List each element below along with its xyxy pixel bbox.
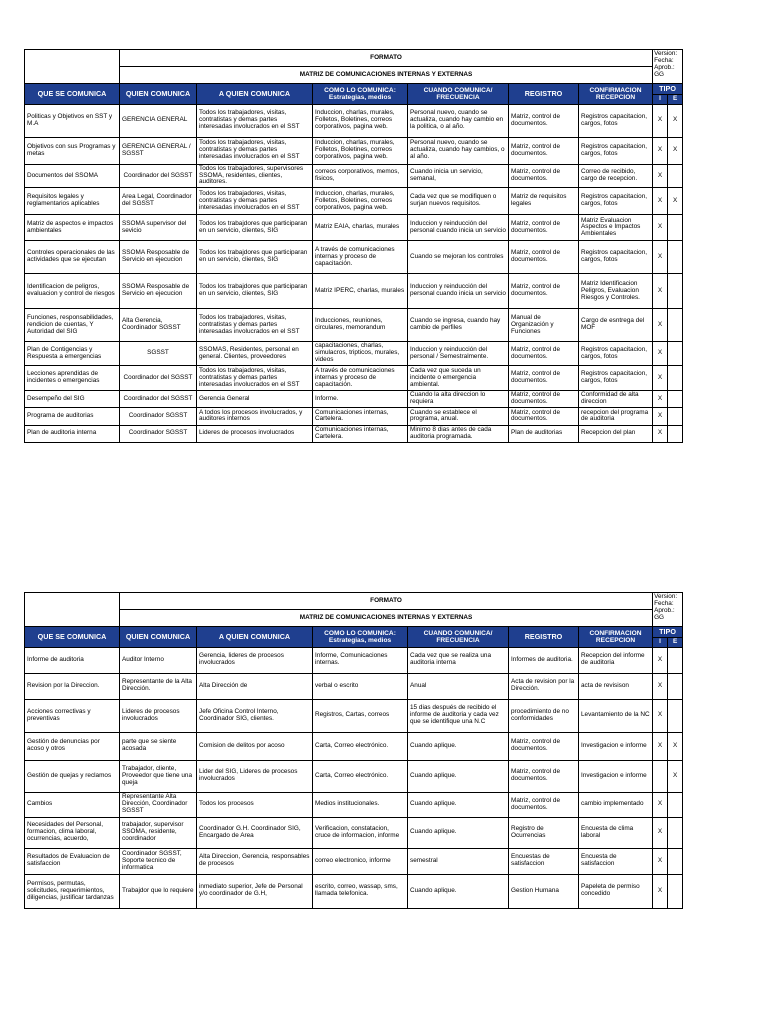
table-row	[25, 391, 683, 408]
cuando-cell: Cuando aplique.	[408, 792, 509, 817]
registro-cell: Matriz, control de documentos.	[509, 792, 579, 817]
cuando-cell: Cada vez que se realiza una auditoria interna	[408, 647, 509, 673]
confirmacion-cell: Registros capacitacion, cargos, fotos	[579, 188, 653, 215]
a-quien-cell: Jefe Oficina Control Interno, Coordinador SIG, clientes.	[197, 699, 313, 732]
a-quien-cell: SSOMAS, Residentes, personal en general. Clientes, proveedores	[197, 342, 313, 366]
cuando-cell: Induccion y reinducción del personal / Semestralmente.	[408, 342, 509, 366]
registro-cell: Matriz, control de documentos.	[509, 104, 579, 137]
a-quien-cell: Todos los trabajadores, visitas, contratistas y demas partes interesadas involucrados en el SST	[197, 137, 313, 164]
tipo-i-cell: X	[653, 699, 668, 732]
cuando-cell: Cuando aplique.	[408, 732, 509, 760]
que-cell: Permisos, permutas, solicitudes, requerimientos, diligencias, justificar tardanzas	[25, 874, 120, 908]
tipo-i-cell: X	[653, 391, 668, 408]
registro-cell: Matriz, control de documentos.	[509, 760, 579, 792]
como-cell: A través de comunicaciones internas y proceso de capacitación.	[313, 241, 408, 274]
registro-cell: Plan de auditorias	[509, 425, 579, 442]
quien-cell: Representante de la Alta Dirección.	[120, 673, 197, 699]
confirmacion-cell: Conformidad de alta direccion	[579, 391, 653, 408]
quien-cell: Representante Alta Dirección, Coordinador SGSST	[120, 792, 197, 817]
quien-cell: SSOMA supervisor del sevicio	[120, 215, 197, 241]
cuando-cell: Cuando inicia un servicio, semanal,	[408, 164, 509, 188]
cuando-cell: Induccion y reinducción del personal cuando inicia un servicio	[408, 274, 509, 309]
tipo-e-cell	[668, 164, 683, 188]
registro-cell: Informes de auditoria.	[509, 647, 579, 673]
registro-cell: Matriz, control de documentos.	[509, 241, 579, 274]
a-quien-cell: Todos los trabajdores que participaran en un servicio, clientes, SIG	[197, 241, 313, 274]
quien-cell: trabajador, supervisor SSOMA, residente, coordinador	[120, 817, 197, 848]
que-cell: Documentos del SSOMA	[25, 164, 120, 188]
tipo-e-cell: X	[668, 104, 683, 137]
que-cell: Informe de auditoria	[25, 647, 120, 673]
que-cell: Controles operacionales de las actividades que se ejecutan	[25, 241, 120, 274]
table-row	[25, 760, 683, 792]
document-meta	[653, 50, 683, 84]
a-quien-cell: Lider del SIG, Lideres de procesos involucrados	[197, 760, 313, 792]
que-cell: Identificacion de peligros, evaluacion y control de riesgos	[25, 274, 120, 309]
header-tipo-externa: E	[668, 637, 683, 647]
meta-line: Fecha:	[654, 599, 674, 607]
tipo-e-cell	[668, 792, 683, 817]
que-cell: Matriz de aspectos e impactos ambientales	[25, 215, 120, 241]
table-row	[25, 874, 683, 908]
tipo-i-cell: X	[653, 188, 668, 215]
tipo-e-cell	[668, 241, 683, 274]
registro-cell: Matriz, control de documentos.	[509, 215, 579, 241]
como-cell: Comunicaciones internas, Cartelera.	[313, 425, 408, 442]
confirmacion-cell: Matriz Identificacion Peligros, Evaluacion Riesgos y Controles.	[579, 274, 653, 309]
que-cell: Acciones correctivas y preventivas	[25, 699, 120, 732]
header-cuando-comunica: CUANDO COMUNICA/ FRECUENCIA	[408, 627, 509, 648]
table-row	[25, 647, 683, 673]
tipo-e-cell: X	[668, 760, 683, 792]
a-quien-cell: Todos los trabajadores, supervisores SSOMA, residentes, clientes, auditores.	[197, 164, 313, 188]
confirmacion-cell: Registros capacitacion, cargos, fotos	[579, 241, 653, 274]
confirmacion-cell: Investigacion e informe	[579, 732, 653, 760]
table-row	[25, 188, 683, 215]
que-cell: Requisitos legales y reglamentarios aplicables	[25, 188, 120, 215]
registro-cell: Acta de revision por la Dirección.	[509, 673, 579, 699]
que-cell: Objetivos con sus Programas y metas	[25, 137, 120, 164]
como-cell: verbal o escrito	[313, 673, 408, 699]
tipo-i-cell: X	[653, 104, 668, 137]
table-row	[25, 366, 683, 391]
registro-cell: Matriz, control de documentos.	[509, 274, 579, 309]
cuando-cell: Cuando la alta direccion lo requiera	[408, 391, 509, 408]
quien-cell: Lideres de procesos involucrados	[120, 699, 197, 732]
header-confirmacion-recepcion: CONFIRMACION RECEPCION	[579, 84, 653, 105]
tipo-i-cell: X	[653, 342, 668, 366]
que-cell: Resultados de Evaluacion de satisfaccion	[25, 848, 120, 874]
tipo-e-cell	[668, 848, 683, 874]
que-cell: Plan de Contigencias y Respuesta a emergencias	[25, 342, 120, 366]
header-registro: REGISTRO	[509, 84, 579, 105]
quien-cell: Coordinador del SGSST	[120, 366, 197, 391]
format-label: FORMATO	[120, 50, 653, 67]
tipo-i-cell: X	[653, 164, 668, 188]
como-cell: Informe.	[313, 391, 408, 408]
tipo-e-cell: X	[668, 188, 683, 215]
tipo-e-cell	[668, 874, 683, 908]
a-quien-cell: Alta Direccion, Gerencia, responsables de procesos	[197, 848, 313, 874]
quien-cell: Trabajdor que lo requiere	[120, 874, 197, 908]
communications-matrix-table	[24, 592, 683, 909]
logo-area	[25, 50, 120, 84]
confirmacion-cell: acta de revisison	[579, 673, 653, 699]
confirmacion-cell: recepcion del programa de auditoria	[579, 407, 653, 425]
table-row	[25, 241, 683, 274]
tipo-e-cell	[668, 391, 683, 408]
table-row	[25, 817, 683, 848]
confirmacion-cell: Recepcion del plan	[579, 425, 653, 442]
header-que-se-comunica: QUE SE COMUNICA	[25, 84, 120, 105]
header-registro: REGISTRO	[509, 627, 579, 648]
matrix-sheet-1	[24, 49, 678, 443]
a-quien-cell: Todos los trabajadores, visitas, contratistas y demas partes interesadas involucrados en el SST	[197, 188, 313, 215]
tipo-i-cell: X	[653, 215, 668, 241]
tipo-i-cell: X	[653, 309, 668, 342]
tipo-i-cell: X	[653, 673, 668, 699]
table-row	[25, 104, 683, 137]
header-a-quien-comunica: A QUIEN COMUNICA	[197, 84, 313, 105]
tipo-i-cell: X	[653, 425, 668, 442]
confirmacion-cell: Cargo de esntrega del MOF	[579, 309, 653, 342]
como-cell: correo electronico, informe	[313, 848, 408, 874]
como-cell: Verificacion, constatacion, cruce de informacion, informe	[313, 817, 408, 848]
header-quien-comunica: QUIEN COMUNICA	[120, 627, 197, 648]
a-quien-cell: Todos los trabajadores, visitas, contratistas y demas partes interesadas involucrados en el SST	[197, 104, 313, 137]
tipo-e-cell: X	[668, 732, 683, 760]
como-cell: Carta, Correo electrónico.	[313, 760, 408, 792]
tipo-e-cell	[668, 215, 683, 241]
como-cell: escrito, correo, wassap, sms, llamada telefonica.	[313, 874, 408, 908]
header-a-quien-comunica: A QUIEN COMUNICA	[197, 627, 313, 648]
que-cell: Plan de auditoria interna	[25, 425, 120, 442]
header-tipo-externa: E	[668, 94, 683, 104]
quien-cell: Alta Gerencia, Coordinador SGSST	[120, 309, 197, 342]
como-cell: Induccion, charlas, murales, Folletos, Boletines, correos corporativos, pagina web.	[313, 137, 408, 164]
confirmacion-cell: Encuesta de satisfaccion	[579, 848, 653, 874]
header-confirmacion-recepcion: CONFIRMACION RECEPCION	[579, 627, 653, 648]
tipo-i-cell: X	[653, 366, 668, 391]
a-quien-cell: Todos los trabajadores, visitas, contratistas y demas partes interesadas involucrados en el SST	[197, 309, 313, 342]
registro-cell: Matriz, control de documentos.	[509, 407, 579, 425]
tipo-i-cell: X	[653, 274, 668, 309]
tipo-e-cell	[668, 407, 683, 425]
table-row	[25, 164, 683, 188]
meta-line: Version:	[654, 593, 678, 600]
a-quien-cell: Todos los procesos	[197, 792, 313, 817]
table-row	[25, 673, 683, 699]
tipo-i-cell: X	[653, 817, 668, 848]
matrix-title: MATRIZ DE COMUNICACIONES INTERNAS Y EXTERNAS	[120, 67, 653, 84]
a-quien-cell: inmediato superior, Jefe de Personal y/o coordinador de G.H,	[197, 874, 313, 908]
tipo-e-cell: X	[668, 137, 683, 164]
que-cell: Funciones, responsabilidades, rendicion de cuentas, Y Autoridad del SIG	[25, 309, 120, 342]
quien-cell: GERENCIA GENERAL / SGSST	[120, 137, 197, 164]
confirmacion-cell: Correo de recibido, cargo de recepcion.	[579, 164, 653, 188]
registro-cell: Matriz, control de documentos.	[509, 732, 579, 760]
a-quien-cell: Gerencia, lideres de procesos involucrados	[197, 647, 313, 673]
registro-cell: Matriz, control de documentos.	[509, 164, 579, 188]
cuando-cell: Personal nuevo, cuando se actualiza, cuando hay cambios, o al año.	[408, 137, 509, 164]
matrix-sheet-2	[24, 592, 678, 909]
quien-cell: Auditor Interno	[120, 647, 197, 673]
tipo-i-cell: X	[653, 792, 668, 817]
como-cell: Medios institucionales.	[313, 792, 408, 817]
tipo-i-cell: X	[653, 732, 668, 760]
cuando-cell: semestral	[408, 848, 509, 874]
header-como-lo-comunica: COMO LO COMUNICA: Estrategias, medios	[313, 627, 408, 648]
como-cell: Matriz IPERC, charlas, murales	[313, 274, 408, 309]
document-meta	[653, 593, 683, 627]
header-tipo-interna: I	[653, 94, 668, 104]
table-row	[25, 425, 683, 442]
tipo-i-cell: X	[653, 241, 668, 274]
tipo-i-cell: X	[653, 137, 668, 164]
como-cell: Induccion, charlas, murales, Folletos, Boletines, correos corporativos, pagina web.	[313, 104, 408, 137]
quien-cell: SSOMA Resposable de Servicio en ejecucion	[120, 241, 197, 274]
quien-cell: SGSST	[120, 342, 197, 366]
header-cuando-comunica: CUANDO COMUNICA/ FRECUENCIA	[408, 84, 509, 105]
registro-cell: Matriz de requisitos legales	[509, 188, 579, 215]
table-row	[25, 274, 683, 309]
confirmacion-cell: Registros capacitacion, cargos, fotos	[579, 366, 653, 391]
quien-cell: Coordinador SGSST	[120, 425, 197, 442]
cuando-cell: 15 dias después de recibido el informe de auditoria y cada vez que se identifique una N.C	[408, 699, 509, 732]
registro-cell: Matriz, control de documentos.	[509, 366, 579, 391]
registro-cell: procedimiento de no conformidades	[509, 699, 579, 732]
cuando-cell: Cuando aplique.	[408, 817, 509, 848]
tipo-i-cell	[653, 760, 668, 792]
que-cell: Gestión de denuncias por acoso y otros	[25, 732, 120, 760]
quien-cell: Trabajador, cliente, Proveedor que tiene una queja	[120, 760, 197, 792]
como-cell: Matriz EAIA, charlas, murales	[313, 215, 408, 241]
a-quien-cell: Coordinador G.H. Coordinador SIG, Encargado de Area	[197, 817, 313, 848]
como-cell: Inducciones, reuniones, circulares, memorandum	[313, 309, 408, 342]
confirmacion-cell: Papeleta de permiso concedido	[579, 874, 653, 908]
a-quien-cell: Todos los trabajadores, visitas, contratistas y demas partes interesadas involucrados en el SST	[197, 366, 313, 391]
como-cell: Comunicaciones internas, Cartelera.	[313, 407, 408, 425]
table-row	[25, 699, 683, 732]
confirmacion-cell: Registros capacitacion, cargos, fotos	[579, 137, 653, 164]
matrix-title: MATRIZ DE COMUNICACIONES INTERNAS Y EXTERNAS	[120, 610, 653, 627]
como-cell: Induccion, charlas, murales, Folletos, Boletines, correos corporativos, pagina web.	[313, 188, 408, 215]
tipo-e-cell	[668, 366, 683, 391]
confirmacion-cell: Registros capacitacion, cargos, fotos	[579, 104, 653, 137]
cuando-cell: Cuando se mejoran los controles	[408, 241, 509, 274]
a-quien-cell: Gerencia General	[197, 391, 313, 408]
que-cell: Necesidades del Personal, formacion, clima laboral, ocurrencias, acuerdo,	[25, 817, 120, 848]
que-cell: Lecciones aprendidas de incidentes o emergencias	[25, 366, 120, 391]
registro-cell: Manual de Organización y Funciones	[509, 309, 579, 342]
como-cell: A través de comunicaciones internas y proceso de capacitación.	[313, 366, 408, 391]
tipo-e-cell	[668, 274, 683, 309]
table-row	[25, 848, 683, 874]
cuando-cell: Cada vez que se modifiquen o surjan nuevos requisitos.	[408, 188, 509, 215]
registro-cell: Gestion Humana	[509, 874, 579, 908]
como-cell: Informe, Comunicaciones internas.	[313, 647, 408, 673]
que-cell: Revision por la Direccion.	[25, 673, 120, 699]
table-row	[25, 215, 683, 241]
tipo-e-cell	[668, 309, 683, 342]
que-cell: Desempeño del SIG	[25, 391, 120, 408]
a-quien-cell: Lideres de procesos involucrados	[197, 425, 313, 442]
registro-cell: Matriz, control de documentos.	[509, 391, 579, 408]
confirmacion-cell: Matriz Evaluacion Aspectos e Impactos Ambientales	[579, 215, 653, 241]
header-tipo: TIPO	[653, 84, 683, 95]
table-row	[25, 309, 683, 342]
cuando-cell: Minimo 8 dias antes de cada auditoria programada.	[408, 425, 509, 442]
table-row	[25, 792, 683, 817]
cuando-cell: Induccion y reinducción del personal cuando inicia un servicio	[408, 215, 509, 241]
quien-cell: SSOMA Resposable de Servicio en ejecucion	[120, 274, 197, 309]
table-row	[25, 732, 683, 760]
cuando-cell: Cuando aplique.	[408, 874, 509, 908]
que-cell: Gestión de quejas y reclamos	[25, 760, 120, 792]
tipo-e-cell	[668, 342, 683, 366]
cuando-cell: Personal nuevo, cuando se actualiza, cuando hay cambio en la politica, o al año.	[408, 104, 509, 137]
logo-area	[25, 593, 120, 627]
tipo-e-cell	[668, 699, 683, 732]
header-que-se-comunica: QUE SE COMUNICA	[25, 627, 120, 648]
cuando-cell: Anual	[408, 673, 509, 699]
tipo-e-cell	[668, 647, 683, 673]
quien-cell: Coordinador SGSST, Soporte tecnico de informatica	[120, 848, 197, 874]
registro-cell: Registro de Ocurrencias	[509, 817, 579, 848]
table-row	[25, 137, 683, 164]
a-quien-cell: A todos los procesos involucrados, y auditores internos	[197, 407, 313, 425]
header-tipo-interna: I	[653, 637, 668, 647]
meta-line: Fecha:	[654, 56, 674, 64]
como-cell: Carta, Correo electrónico.	[313, 732, 408, 760]
tipo-e-cell	[668, 817, 683, 848]
meta-line: Version:	[654, 50, 678, 57]
confirmacion-cell: Registros capacitacion, cargos, fotos	[579, 342, 653, 366]
confirmacion-cell: Encuesta de clima laboral	[579, 817, 653, 848]
format-label: FORMATO	[120, 593, 653, 610]
confirmacion-cell: Investigacion e informe	[579, 760, 653, 792]
quien-cell: Coordinador del SGSST	[120, 164, 197, 188]
que-cell: Cambios	[25, 792, 120, 817]
meta-line: Aprob.: GG	[654, 63, 675, 78]
quien-cell: Coordinador del SGSST	[120, 391, 197, 408]
confirmacion-cell: Recepcion del informe de auditoria	[579, 647, 653, 673]
tipo-i-cell: X	[653, 407, 668, 425]
registro-cell: Matriz, control de documentos.	[509, 342, 579, 366]
quien-cell: GERENCIA GENERAL	[120, 104, 197, 137]
quien-cell: parte que se siente acosada	[120, 732, 197, 760]
quien-cell: Coordinador SGSST	[120, 407, 197, 425]
que-cell: Politicas y Objetivos en SST y M.A	[25, 104, 120, 137]
header-tipo: TIPO	[653, 627, 683, 638]
cuando-cell: Cuando se ingresa, cuando hay cambio de perfiles	[408, 309, 509, 342]
registro-cell: Encuestas de satisfaccion	[509, 848, 579, 874]
como-cell: Registros, Cartas, correos	[313, 699, 408, 732]
a-quien-cell: Todos los trabajdores que participaran en un servicio, clientes, SIG	[197, 215, 313, 241]
a-quien-cell: Todos los trabajdores que participaran en un servicio, clientes, SIG	[197, 274, 313, 309]
a-quien-cell: Comision de delitos por acoso	[197, 732, 313, 760]
registro-cell: Matriz, control de documentos.	[509, 137, 579, 164]
como-cell: correos corporativos, memos, fisicos,	[313, 164, 408, 188]
quien-cell: Area Legal, Coordinador del SGSST	[120, 188, 197, 215]
cuando-cell: Cada vez que suceda un incidente o emergencia ambiental.	[408, 366, 509, 391]
header-quien-comunica: QUIEN COMUNICA	[120, 84, 197, 105]
cuando-cell: Cuando aplique.	[408, 760, 509, 792]
a-quien-cell: Alta Dirección de	[197, 673, 313, 699]
confirmacion-cell: Levantamiento de la NC	[579, 699, 653, 732]
communications-matrix-table	[24, 49, 683, 443]
cuando-cell: Cuando se establece el programa, anual.	[408, 407, 509, 425]
como-cell: capacitaciones, charlas, simulacros, tripticos, murales, videos	[313, 342, 408, 366]
tipo-e-cell	[668, 425, 683, 442]
tipo-e-cell	[668, 673, 683, 699]
tipo-i-cell: X	[653, 647, 668, 673]
tipo-i-cell: X	[653, 874, 668, 908]
meta-line: Aprob.: GG	[654, 606, 675, 621]
tipo-i-cell: X	[653, 848, 668, 874]
table-row	[25, 407, 683, 425]
que-cell: Programa de auditorias	[25, 407, 120, 425]
confirmacion-cell: cambio implementado	[579, 792, 653, 817]
header-como-lo-comunica: COMO LO COMUNICA: Estrategias, medios	[313, 84, 408, 105]
table-row	[25, 342, 683, 366]
